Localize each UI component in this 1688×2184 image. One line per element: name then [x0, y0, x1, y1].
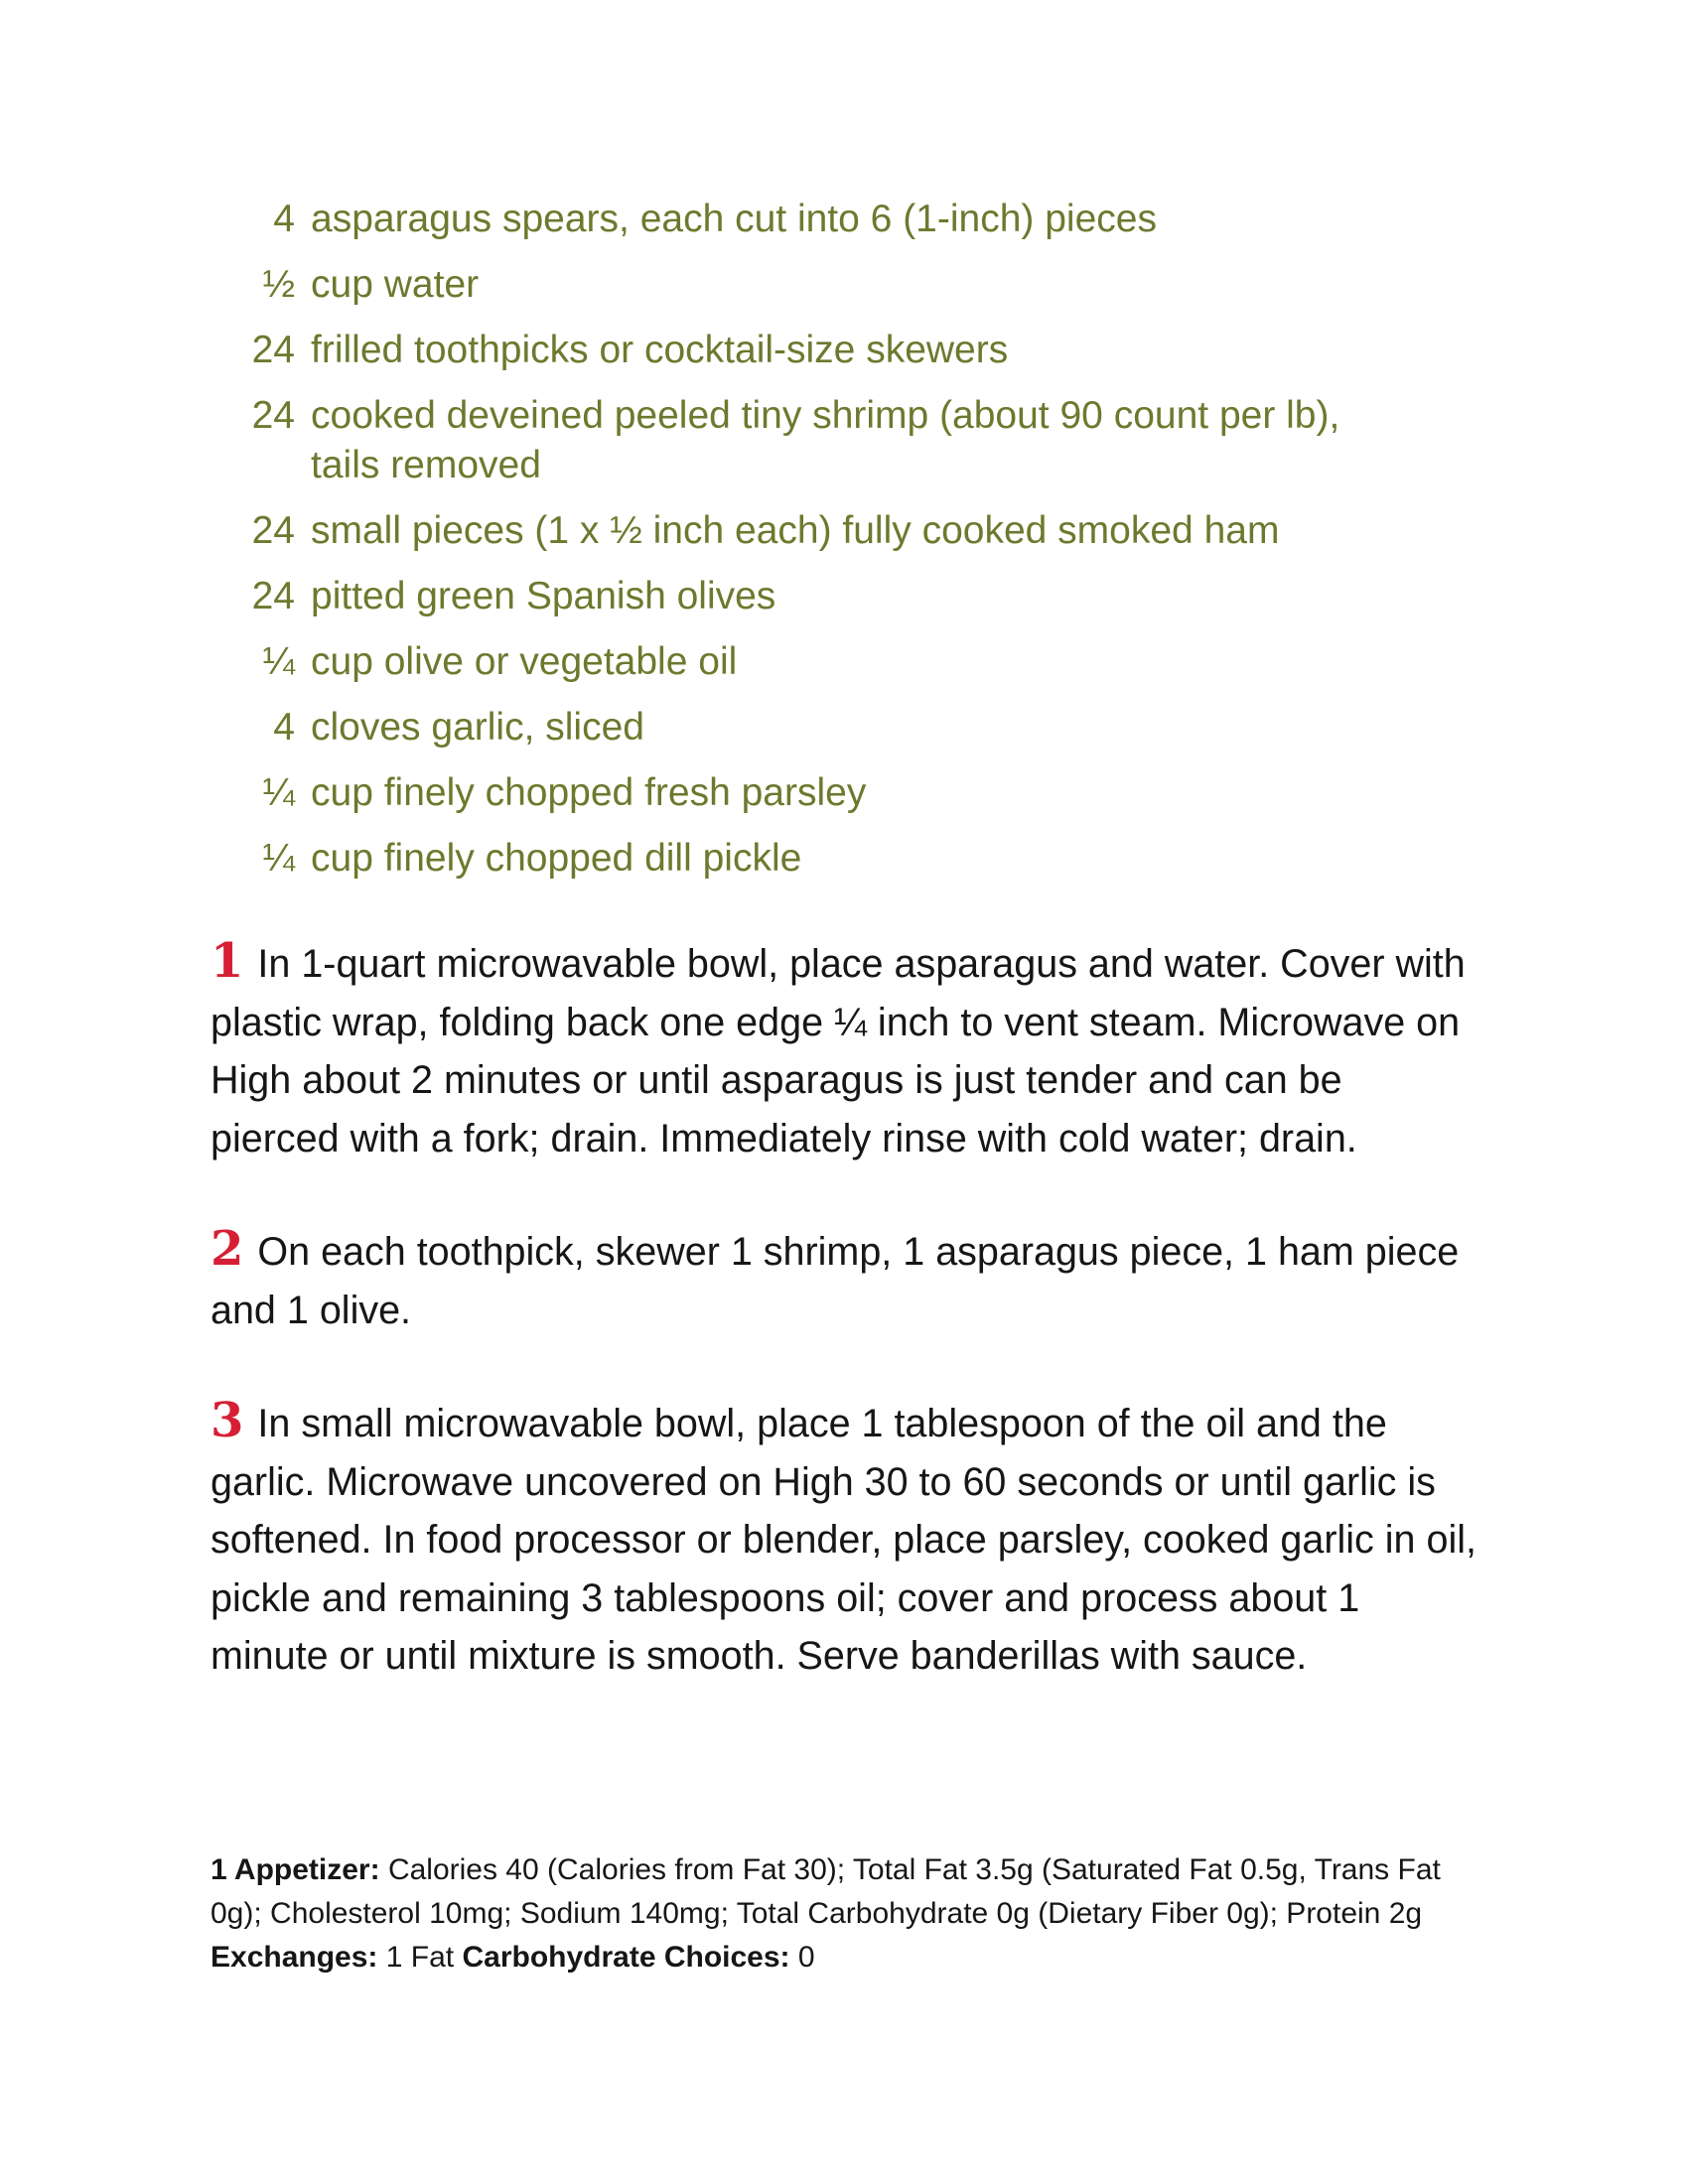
ingredient-item: [238, 572, 1430, 621]
ingredient-item: [238, 326, 1430, 375]
direction-step: [211, 935, 1481, 1167]
ingredient-item: [238, 195, 1430, 244]
step-number: 1: [211, 933, 244, 989]
ingredient-text: cup olive or vegetable oil: [311, 640, 738, 683]
carb-choices-label: Carbohydrate Choices:: [462, 1941, 790, 1974]
nutrition-facts: Calories 40 (Calories from Fat 30); Total Fat 3.5g (Saturated Fat 0.5g, Trans Fat 0g); Cholesterol 10mg; Sodium 140mg; Total Carbohydrate 0g (Dietary Fiber 0g); Protein 2g: [211, 1853, 1441, 1930]
step-text: On each toothpick, skewer 1 shrimp, 1 asparagus piece, 1 ham piece and 1 olive.: [211, 1230, 1460, 1332]
direction-step: [211, 1223, 1481, 1339]
ingredient-quantity: 24: [251, 575, 295, 617]
ingredient-item: [238, 834, 1430, 884]
serving-label: 1 Appetizer:: [211, 1853, 380, 1886]
ingredient-item: [238, 637, 1430, 687]
ingredient-quantity: 24: [251, 329, 295, 371]
ingredient-item: [238, 506, 1430, 556]
ingredient-quantity: ½: [262, 263, 295, 306]
ingredient-quantity: 4: [273, 198, 295, 240]
ingredient-quantity: 24: [251, 394, 295, 437]
step-number: 3: [211, 1393, 244, 1448]
direction-steps: [211, 935, 1481, 1741]
ingredient-item: [238, 260, 1430, 310]
carb-choices-value: 0: [797, 1941, 815, 1974]
ingredient-text: cup finely chopped dill pickle: [311, 837, 802, 880]
exchanges-label: Exchanges:: [211, 1941, 378, 1974]
step-text: In 1-quart microwavable bowl, place asparagus and water. Cover with plastic wrap, folding back one edge ¼ inch to vent steam. Microwave on High about 2 minutes or until asparagus is just tender and can be pierced with a fork; drain. Immediately rinse with cold water; drain.: [211, 942, 1466, 1160]
step-number: 2: [211, 1221, 244, 1277]
step-text: In small microwavable bowl, place 1 tablespoon of the oil and the garlic. Microwave uncovered on High 30 to 60 seconds or until garlic is softened. In food processor or blender, place parsley, cooked garlic in oil, pickle and remaining 3 tablespoons oil; cover and process about 1 minute or until mixture is smooth. Serve banderillas with sauce.: [211, 1402, 1477, 1678]
ingredient-text: frilled toothpicks or cocktail-size skewers: [311, 329, 1009, 371]
direction-step: [211, 1395, 1481, 1686]
ingredient-text: cup water: [311, 263, 480, 306]
ingredient-item: [238, 703, 1430, 752]
ingredient-quantity: ¼: [262, 837, 295, 880]
ingredient-text: pitted green Spanish olives: [311, 575, 776, 617]
ingredient-text: cloves garlic, sliced: [311, 706, 644, 749]
nutrition-info: [211, 1848, 1462, 1979]
ingredient-text: cooked deveined peeled tiny shrimp (about 90 count per lb), tails removed: [311, 394, 1340, 486]
ingredient-quantity: 24: [251, 509, 295, 552]
ingredient-text: cup finely chopped fresh parsley: [311, 771, 867, 814]
exchanges-value: 1 Fat: [385, 1941, 455, 1974]
ingredient-text: small pieces (1 x ½ inch each) fully cooked smoked ham: [311, 509, 1280, 552]
ingredient-quantity: ¼: [262, 771, 295, 814]
ingredient-item: [238, 768, 1430, 818]
ingredient-item: [238, 391, 1430, 490]
ingredient-quantity: 4: [273, 706, 295, 749]
ingredient-list: [238, 195, 1430, 899]
ingredient-quantity: ¼: [262, 640, 295, 683]
ingredient-text: asparagus spears, each cut into 6 (1-inch) pieces: [311, 198, 1157, 240]
